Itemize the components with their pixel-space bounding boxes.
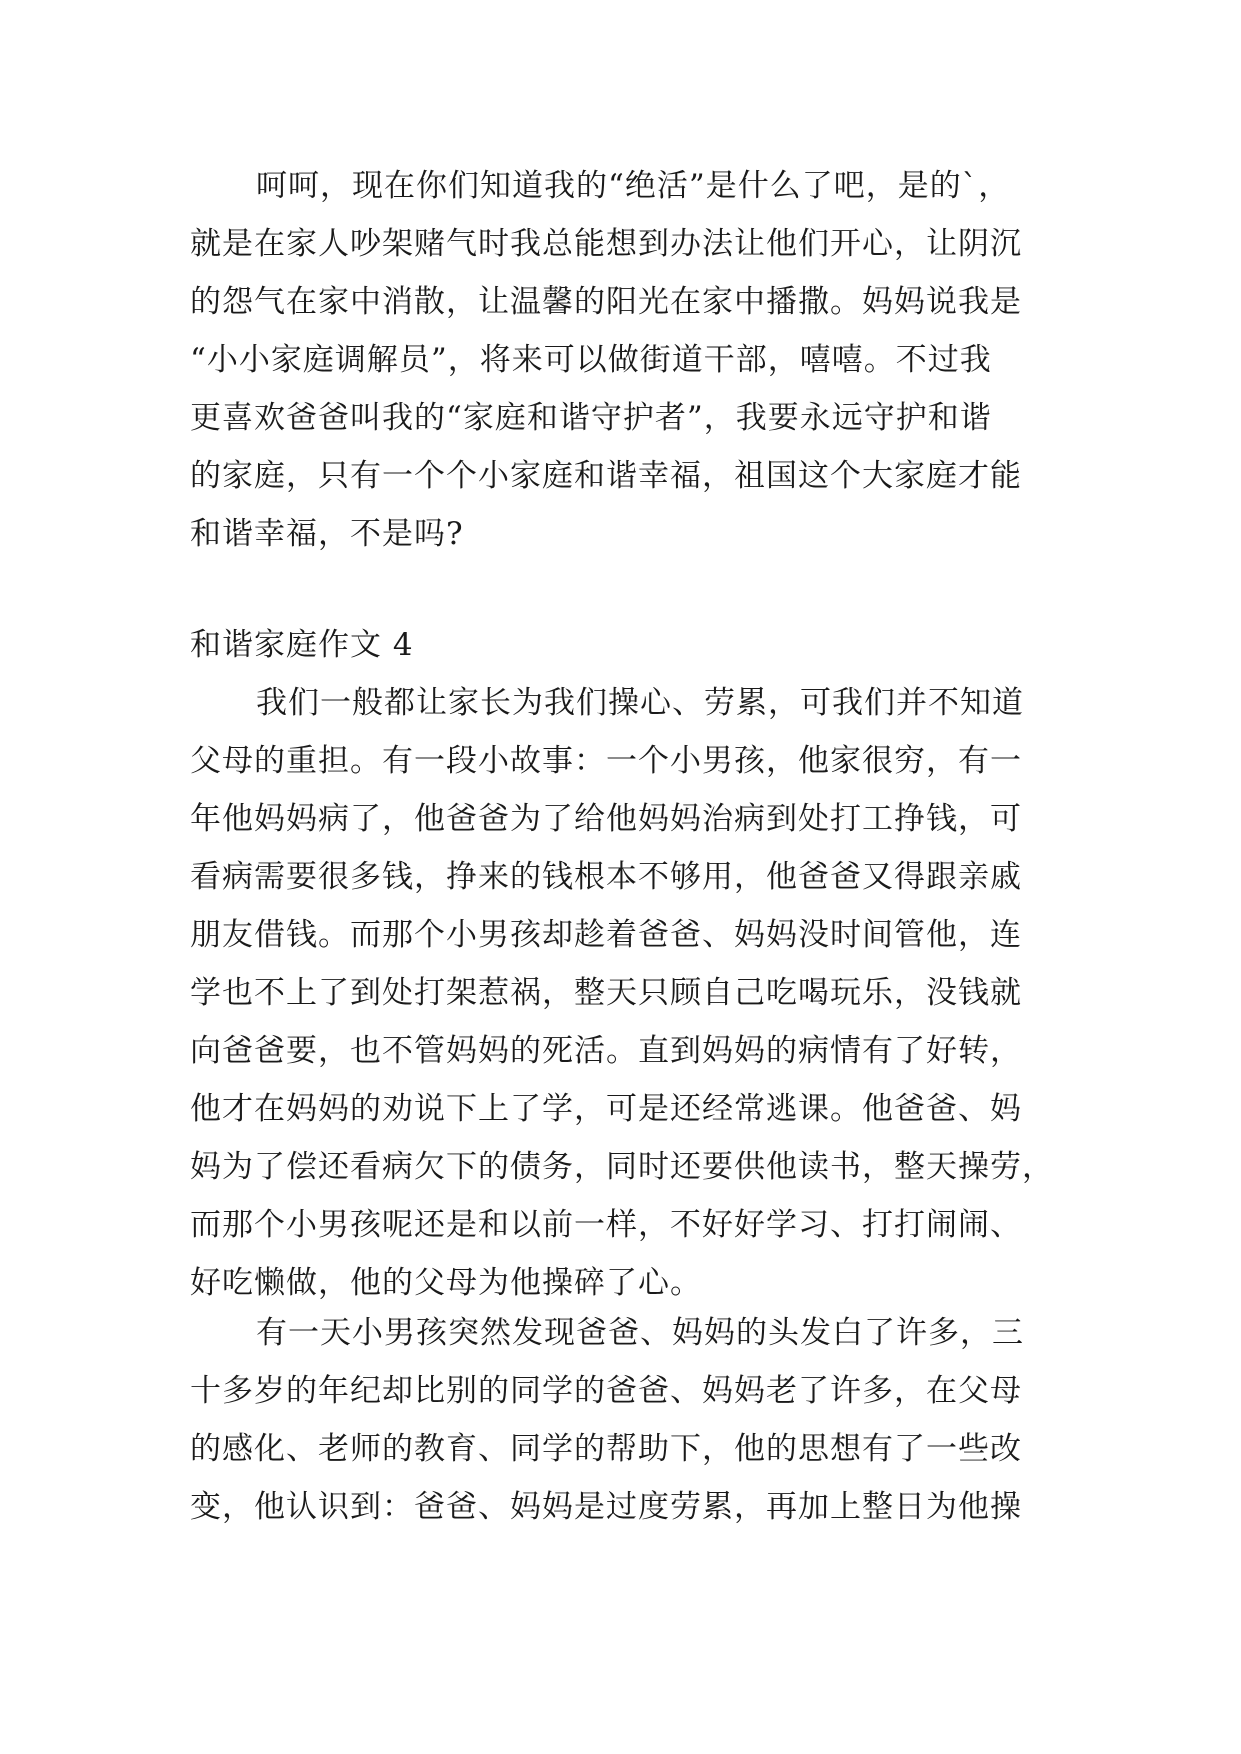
- paragraph-line: 更喜欢爸爸叫我的“家庭和谐守护者”，我要永远守护和谐: [190, 400, 992, 436]
- paragraph-line: “小小家庭调解员”，将来可以做街道干部，嘻嘻。不过我: [190, 342, 992, 378]
- paragraph-1: [190, 157, 1060, 563]
- section-title: 和谐家庭作文 4: [190, 627, 414, 663]
- paragraph-line: 和谐幸福，不是吗?: [190, 516, 464, 552]
- paragraph-line: 就是在家人吵架赌气时我总能想到办法让他们开心，让阴沉: [190, 226, 1022, 262]
- paragraph-line: 有一天小男孩突然发现爸爸、妈妈的头发白了许多，三: [256, 1315, 1024, 1351]
- paragraph-line: 看病需要很多钱，挣来的钱根本不够用，他爸爸又得跟亲戚: [190, 859, 1022, 895]
- paragraph-line: 变，他认识到：爸爸、妈妈是过度劳累，再加上整日为他操: [190, 1489, 1022, 1525]
- paragraph-line: 我们一般都让家长为我们操心、劳累，可我们并不知道: [256, 685, 1024, 721]
- paragraph-line: 学也不上了到处打架惹祸，整天只顾自己吃喝玩乐，没钱就: [190, 975, 1022, 1011]
- paragraph-2: [190, 674, 1060, 1312]
- paragraph-line: 而那个小男孩呢还是和以前一样，不好好学习、打打闹闹、: [190, 1207, 1022, 1243]
- paragraph-line: 父母的重担。有一段小故事：一个小男孩，他家很穷，有一: [190, 743, 1022, 779]
- paragraph-line: 呵呵，现在你们知道我的“绝活”是什么了吧，是的`，: [256, 168, 1011, 204]
- paragraph-line: 十多岁的年纪却比别的同学的爸爸、妈妈老了许多，在父母: [190, 1373, 1022, 1409]
- paragraph-line: 年他妈妈病了，他爸爸为了给他妈妈治病到处打工挣钱，可: [190, 801, 1022, 837]
- paragraph-line: 他才在妈妈的劝说下上了学，可是还经常逃课。他爸爸、妈: [190, 1091, 1022, 1127]
- paragraph-line: 的感化、老师的教育、同学的帮助下，他的思想有了一些改: [190, 1431, 1022, 1467]
- paragraph-line: 的怨气在家中消散，让温馨的阳光在家中播撒。妈妈说我是: [190, 284, 1022, 320]
- paragraph-line: 好吃懒做，他的父母为他操碎了心。: [190, 1265, 702, 1301]
- paragraph-line: 向爸爸要，也不管妈妈的死活。直到妈妈的病情有了好转，: [190, 1033, 1022, 1069]
- paragraph-line: 朋友借钱。而那个小男孩却趁着爸爸、妈妈没时间管他，连: [190, 917, 1022, 953]
- paragraph-line: 妈为了偿还看病欠下的债务，同时还要供他读书，整天操劳，: [190, 1149, 1054, 1185]
- paragraph-line: 的家庭，只有一个个小家庭和谐幸福，祖国这个大家庭才能: [190, 458, 1022, 494]
- paragraph-3: [190, 1304, 1060, 1536]
